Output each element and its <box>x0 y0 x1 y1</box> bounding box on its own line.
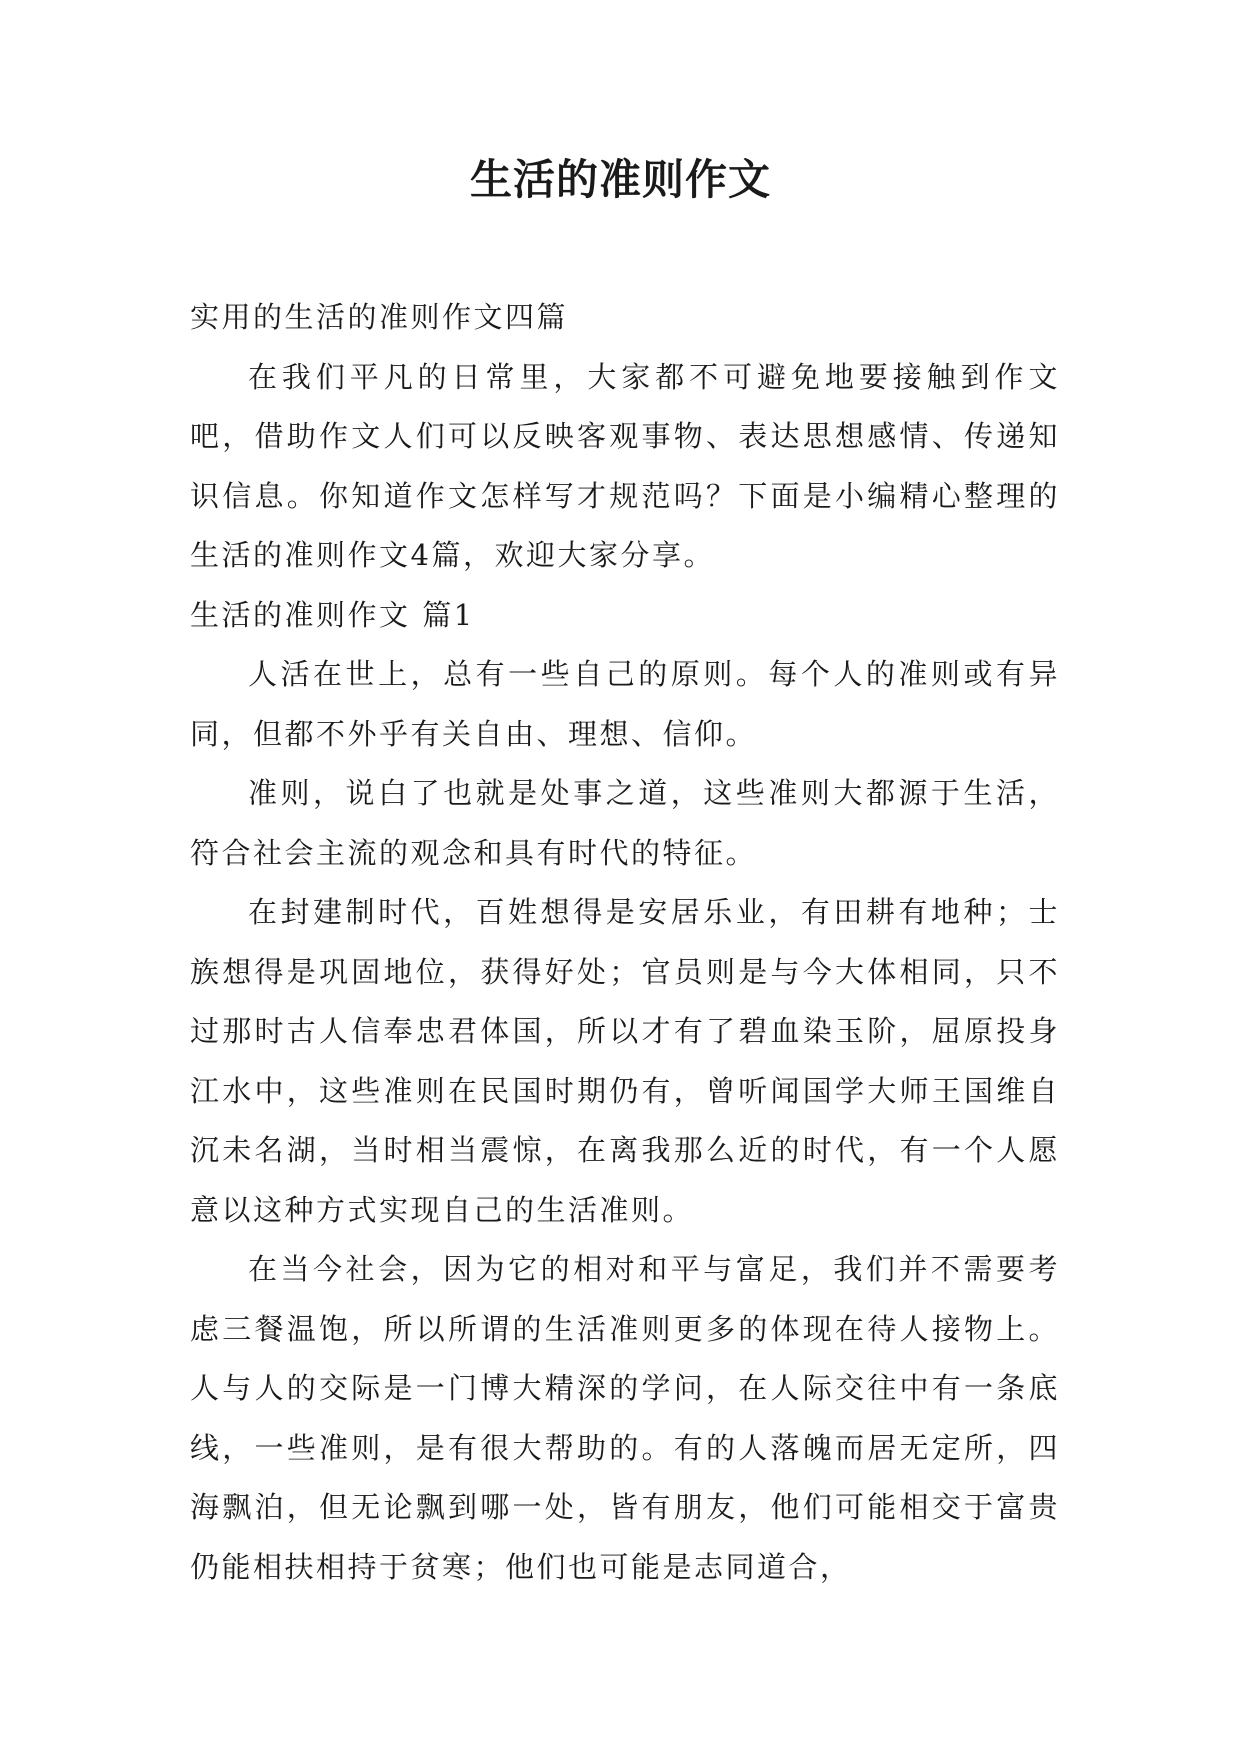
body-paragraph: 人活在世上，总有一些自己的原则。每个人的准则或有异同，但都不外乎有关自由、理想、信仰。 <box>190 657 1060 751</box>
body-paragraph: 准则，说白了也就是处事之道，这些准则大都源于生活，符合社会主流的观念和具有时代的特征。 <box>190 776 1060 870</box>
document-title: 生活的准则作文 <box>469 155 771 204</box>
section-heading: 生活的准则作文 篇1 <box>190 597 475 632</box>
document-subtitle: 实用的生活的准则作文四篇 <box>190 300 569 334</box>
body-paragraph: 在封建制时代，百姓想得是安居乐业，有田耕有地种；士族想得是巩固地位，获得好处；官员则是与今大体相同，只不过那时古人信奉忠君体国，所以才有了碧血染玉阶，屈原投身江水中，这些准则在民国时期仍有，曾听闻国学大师王国维自沉未名湖，当时相当震惊，在离我那么近的时代，有一个人愿意以这种方式实现自己的生活准则。 <box>190 895 1060 1227</box>
intro-paragraph: 在我们平凡的日常里，大家都不可避免地要接触到作文吧，借助作文人们可以反映客观事物、表达思想感情、传递知识信息。你知道作文怎样写才规范吗？下面是小编精心整理的生活的准则作文4篇，欢迎大家分享。 <box>190 359 1060 572</box>
document-body <box>190 288 1060 1597</box>
body-paragraph: 在当今社会，因为它的相对和平与富足，我们并不需要考虑三餐温饱，所以所谓的生活准则更多的体现在待人接物上。人与人的交际是一门博大精深的学问，在人际交往中有一条底线，一些准则，是有很大帮助的。有的人落魄而居无定所，四海飘泊，但无论飘到哪一处，皆有朋友，他们可能相交于富贵仍能相扶相持于贫寒；他们也可能是志同道合， <box>190 1252 1060 1584</box>
